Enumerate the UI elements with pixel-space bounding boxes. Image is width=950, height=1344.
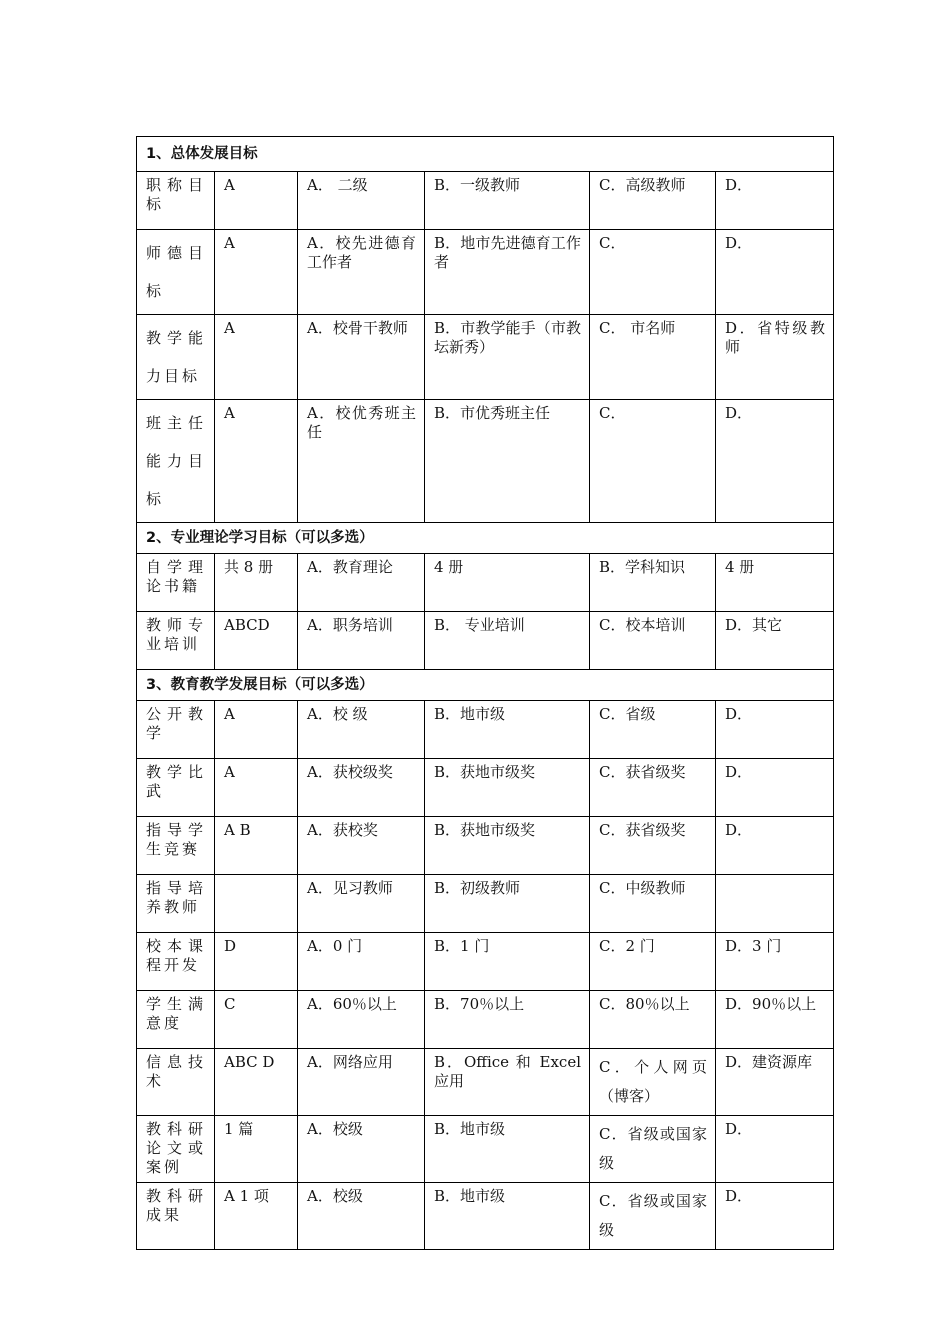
section-header xyxy=(137,137,834,172)
option-a: A．校先进德育工作者 xyxy=(298,230,425,315)
option-c: C．省级 xyxy=(590,701,716,759)
table-row xyxy=(137,230,834,315)
row-label: 指导学生竞赛 xyxy=(137,817,215,875)
option-a: A．获校奖 xyxy=(298,817,425,875)
option-a: A．0 门 xyxy=(298,933,425,991)
row-label: 指导培养教师 xyxy=(137,875,215,933)
row-choice: A xyxy=(215,400,298,523)
option-d: D．建资源库 xyxy=(716,1049,834,1116)
option-a: A． 二级 xyxy=(298,172,425,230)
row-label: 信息技术 xyxy=(137,1049,215,1116)
option-c: C．省级或国家级 xyxy=(590,1116,716,1183)
option-b: B．1 门 xyxy=(425,933,590,991)
section-title-theory: 2、专业理论学习目标（可以多选） xyxy=(137,523,834,554)
option-c: C． xyxy=(590,230,716,315)
option-c: C．获省级奖 xyxy=(590,759,716,817)
row-choice: ABCD xyxy=(215,612,298,670)
option-a: A．见习教师 xyxy=(298,875,425,933)
row-label: 校本课程开发 xyxy=(137,933,215,991)
row-label: 职称目标 xyxy=(137,172,215,230)
section-title-teaching: 3、教育教学发展目标（可以多选） xyxy=(137,670,834,701)
table-row xyxy=(137,315,834,400)
row-choice: ABC D xyxy=(215,1049,298,1116)
option-c: C． 市名师 xyxy=(590,315,716,400)
table-row xyxy=(137,612,834,670)
table-row xyxy=(137,554,834,612)
option-b: B．学科知识 xyxy=(590,554,716,612)
row-choice: A xyxy=(215,172,298,230)
table-row xyxy=(137,701,834,759)
section-header xyxy=(137,670,834,701)
option-d: D． xyxy=(716,1116,834,1183)
option-c: C．高级教师 xyxy=(590,172,716,230)
option-a: A．60％以上 xyxy=(298,991,425,1049)
option-a: A．校优秀班主任 xyxy=(298,400,425,523)
row-choice xyxy=(215,875,298,933)
row-label: 公开教学 xyxy=(137,701,215,759)
option-b: B．Office 和 Excel 应用 xyxy=(425,1049,590,1116)
row-label: 教科研论文或案例 xyxy=(137,1116,215,1183)
option-d: D．省特级教师 xyxy=(716,315,834,400)
option-d xyxy=(716,875,834,933)
table-row xyxy=(137,875,834,933)
row-label: 班主任能力目标 xyxy=(137,400,215,523)
option-d: D． xyxy=(716,759,834,817)
table-row xyxy=(137,400,834,523)
section-title-overall: 1、总体发展目标 xyxy=(137,137,834,172)
option-d: D． xyxy=(716,400,834,523)
option-c: C．省级或国家级 xyxy=(590,1183,716,1250)
option-a: A．职务培训 xyxy=(298,612,425,670)
option-b: B．市教学能手（市教坛新秀） xyxy=(425,315,590,400)
table-row xyxy=(137,817,834,875)
option-c: C．个人网页（博客） xyxy=(590,1049,716,1116)
row-label: 学生满意度 xyxy=(137,991,215,1049)
option-b: B．70％以上 xyxy=(425,991,590,1049)
row-choice: A B xyxy=(215,817,298,875)
option-d: D．其它 xyxy=(716,612,834,670)
option-d: D． xyxy=(716,230,834,315)
table-row xyxy=(137,1116,834,1183)
option-d: D． xyxy=(716,817,834,875)
option-a: A．校骨干教师 xyxy=(298,315,425,400)
development-plan-table xyxy=(136,136,834,1250)
table-row xyxy=(137,991,834,1049)
option-b: B．地市级 xyxy=(425,1116,590,1183)
option-d: D．3 门 xyxy=(716,933,834,991)
row-label: 教学能力目标 xyxy=(137,315,215,400)
table-row xyxy=(137,933,834,991)
option-b: B． 专业培训 xyxy=(425,612,590,670)
option-a: A．获校级奖 xyxy=(298,759,425,817)
option-c: C．2 门 xyxy=(590,933,716,991)
row-label: 师德目标 xyxy=(137,230,215,315)
row-choice: A 1 项 xyxy=(215,1183,298,1250)
option-d: D． xyxy=(716,172,834,230)
row-choice: 1 篇 xyxy=(215,1116,298,1183)
option-b: B．地市先进德育工作者 xyxy=(425,230,590,315)
option-c: C．获省级奖 xyxy=(590,817,716,875)
option-b-count: 4 册 xyxy=(716,554,834,612)
table-row xyxy=(137,1049,834,1116)
row-choice: D xyxy=(215,933,298,991)
section-header xyxy=(137,523,834,554)
row-choice: A xyxy=(215,759,298,817)
row-choice: A xyxy=(215,701,298,759)
row-label: 教科研成果 xyxy=(137,1183,215,1250)
table-row xyxy=(137,172,834,230)
option-a-count: 4 册 xyxy=(425,554,590,612)
option-a: A．网络应用 xyxy=(298,1049,425,1116)
option-b: B．获地市级奖 xyxy=(425,817,590,875)
option-b: B．地市级 xyxy=(425,701,590,759)
option-d: D．90％以上 xyxy=(716,991,834,1049)
option-a: A．校级 xyxy=(298,1116,425,1183)
option-c: C．校本培训 xyxy=(590,612,716,670)
row-choice: A xyxy=(215,230,298,315)
table-row xyxy=(137,1183,834,1250)
row-choice: C xyxy=(215,991,298,1049)
option-b: B．一级教师 xyxy=(425,172,590,230)
option-a: A．教育理论 xyxy=(298,554,425,612)
row-choice: A xyxy=(215,315,298,400)
option-b: B．初级教师 xyxy=(425,875,590,933)
option-b: B．市优秀班主任 xyxy=(425,400,590,523)
option-a: A．校级 xyxy=(298,1183,425,1250)
row-label: 自学理论书籍 xyxy=(137,554,215,612)
option-b: B．获地市级奖 xyxy=(425,759,590,817)
option-a: A．校 级 xyxy=(298,701,425,759)
row-label: 教师专业培训 xyxy=(137,612,215,670)
option-c: C． xyxy=(590,400,716,523)
row-choice: 共 8 册 xyxy=(215,554,298,612)
option-d: D． xyxy=(716,701,834,759)
option-b: B．地市级 xyxy=(425,1183,590,1250)
option-d: D． xyxy=(716,1183,834,1250)
table-row xyxy=(137,759,834,817)
row-label: 教学比武 xyxy=(137,759,215,817)
option-c: C．80％以上 xyxy=(590,991,716,1049)
option-c: C．中级教师 xyxy=(590,875,716,933)
